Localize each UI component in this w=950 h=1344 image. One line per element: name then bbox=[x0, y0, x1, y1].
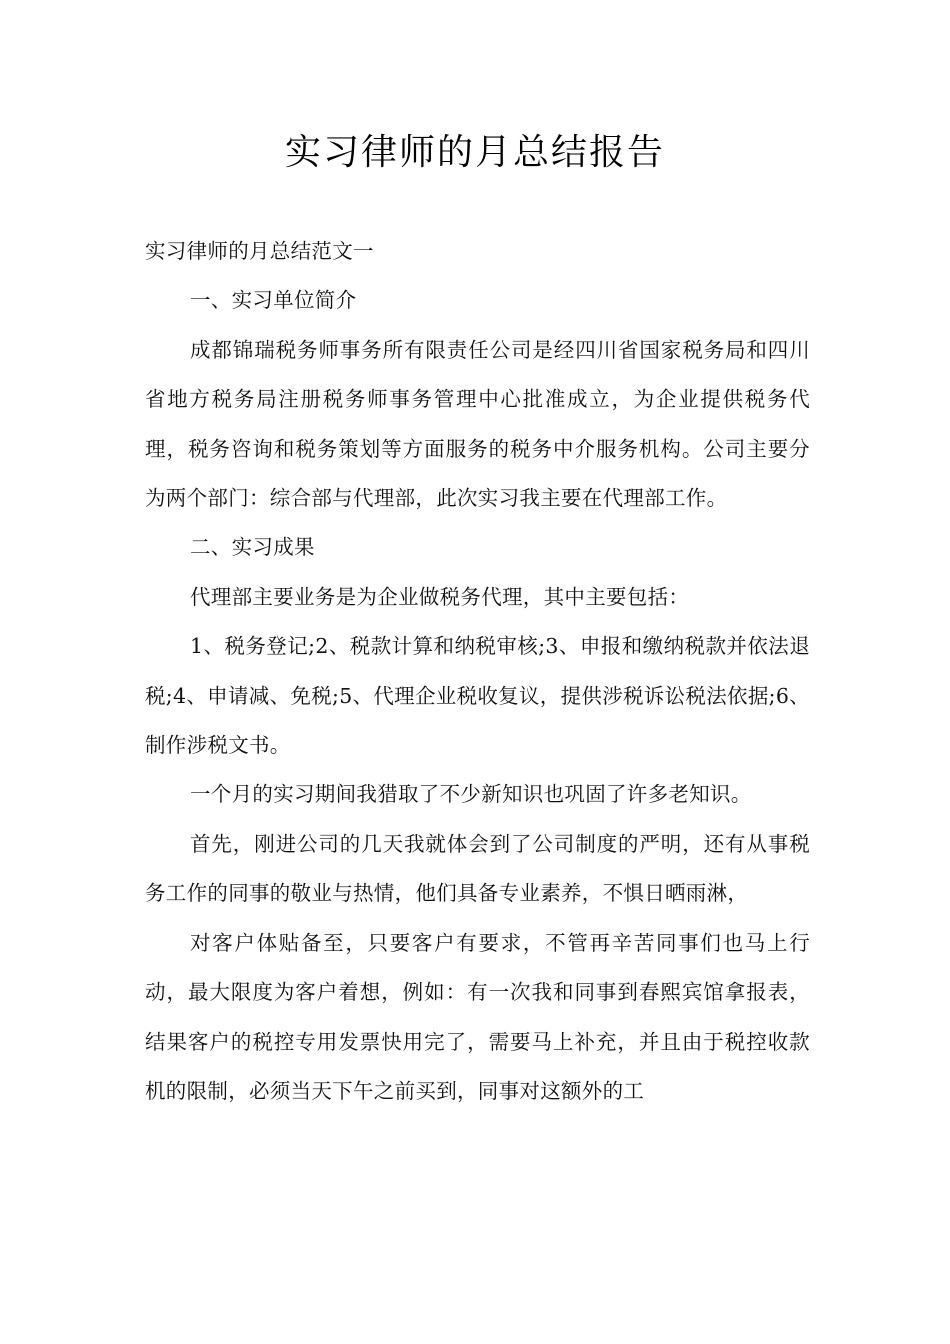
body-paragraph: 代理部主要业务是为企业做税务代理，其中主要包括： bbox=[190, 584, 690, 609]
subsection-heading: 二、实习成果 bbox=[190, 535, 315, 560]
section-heading: 实习律师的月总结范文一 bbox=[145, 239, 374, 263]
body-paragraph: 一个月的实习期间我猎取了不少新知识也巩固了许多老知识。 bbox=[190, 782, 752, 807]
subsection-heading: 一、实习单位简介 bbox=[190, 288, 357, 313]
body-paragraph: 首先，刚进公司的几天我就体会到了公司制度的严明，还有从事税务工作的同事的敬业与热情，他们具备专业素养，不惧日晒雨淋， bbox=[145, 831, 810, 906]
document-title: 实习律师的月总结报告 bbox=[284, 132, 665, 173]
document-body bbox=[145, 227, 810, 1116]
body-paragraph: 1、税务登记;2、税款计算和纳税审核;3、申报和缴纳税款并依法退税;4、申请减、免税;5、代理企业税收复议，提供涉税诉讼税法依据;6、制作涉税文书。 bbox=[145, 634, 810, 758]
body-paragraph: 成都锦瑞税务师事务所有限责任公司是经四川省国家税务局和四川省地方税务局注册税务师事务管理中心批准成立，为企业提供税务代理，税务咨询和税务策划等方面服务的税务中介服务机构。公司主要分为两个部门：综合部与代理部，此次实习我主要在代理部工作。 bbox=[145, 337, 810, 511]
body-paragraph: 对客户体贴备至，只要客户有要求，不管再辛苦同事们也马上行动，最大限度为客户着想，例如：有一次我和同事到春熙宾馆拿报表，结果客户的税控专用发票快用完了，需要马上补充，并且由于税控收款机的限制，必须当天下午之前买到，同事对这额外的工 bbox=[145, 930, 810, 1103]
